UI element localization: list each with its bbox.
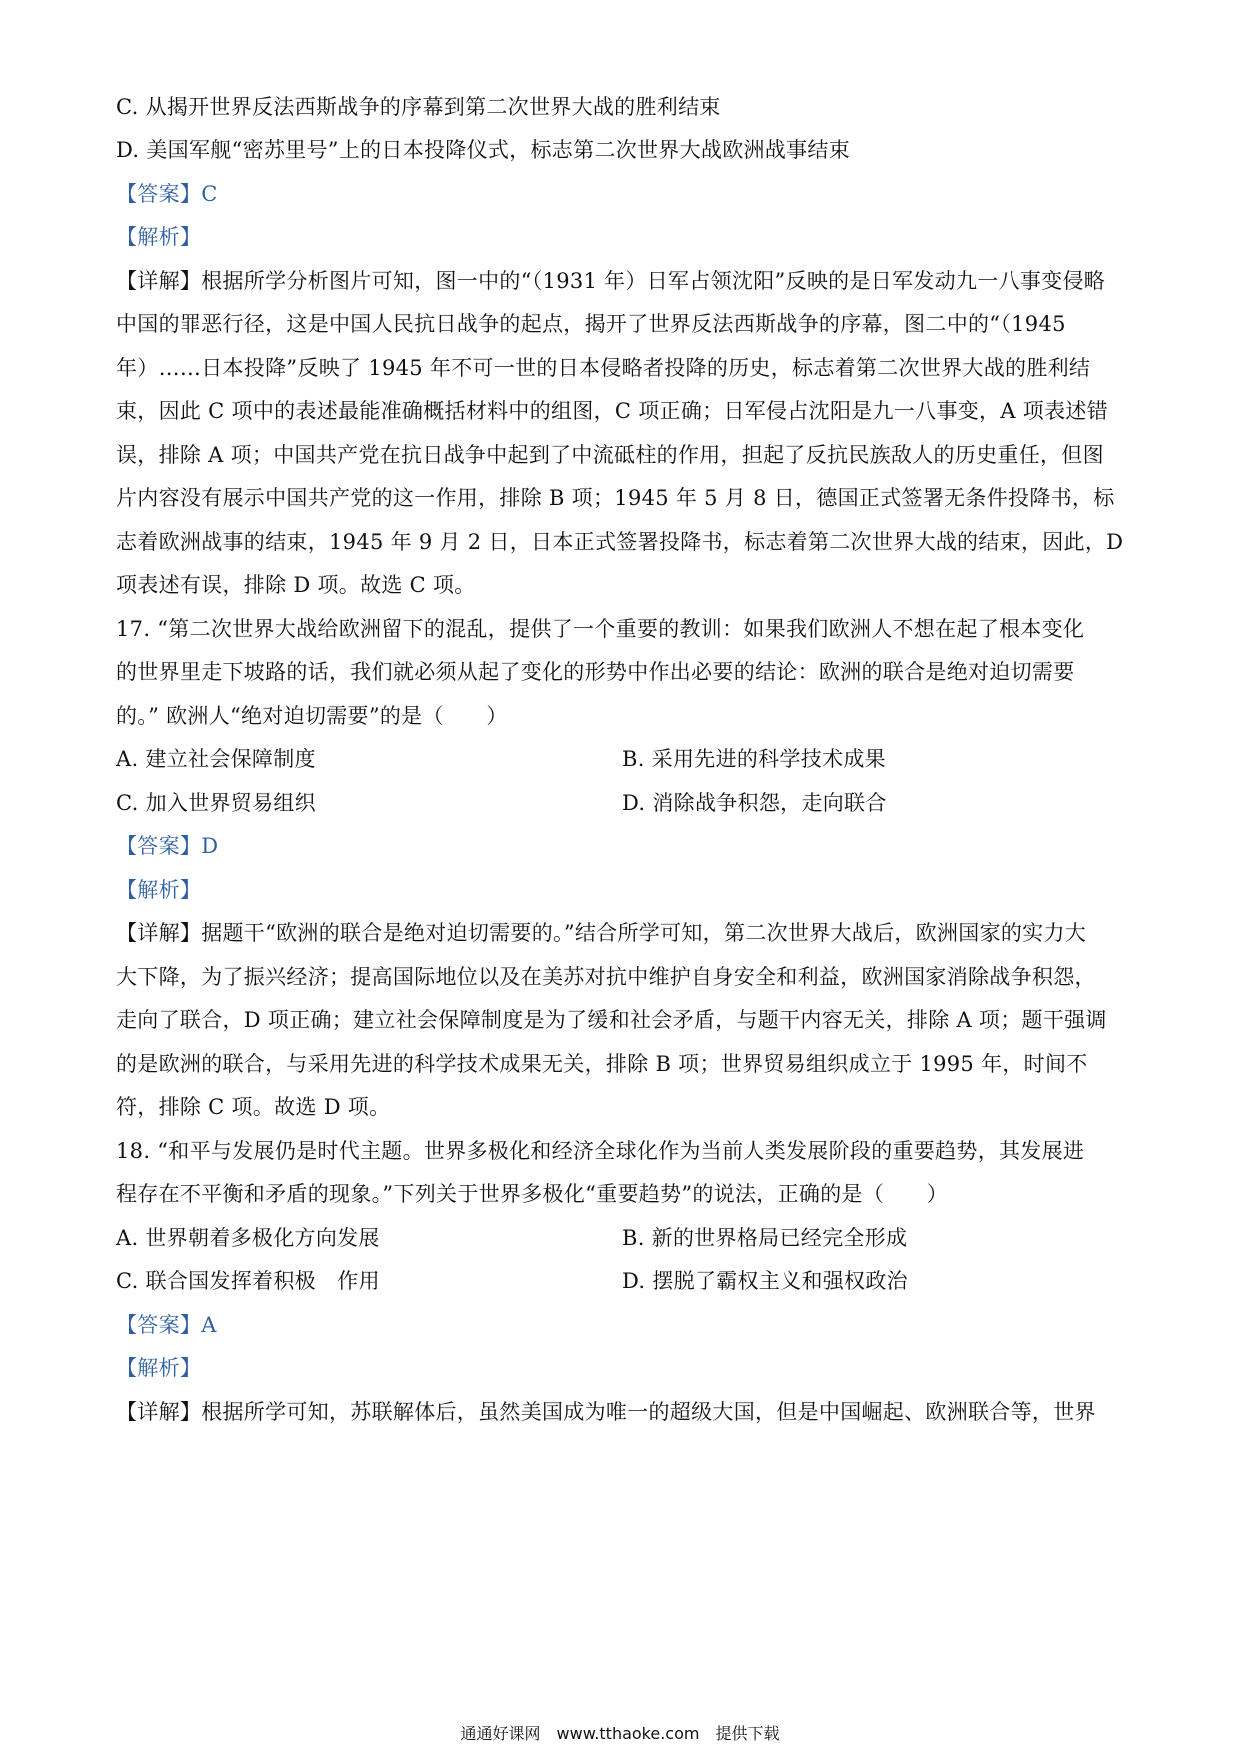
question-17-options-row-2 <box>116 788 1136 818</box>
analysis-label: 【解析】 <box>116 1356 202 1380</box>
option-b: B. 采用先进的科学技术成果 <box>622 747 886 771</box>
option-d: D. 摆脱了霸权主义和强权政治 <box>622 1269 908 1293</box>
question-18-stem: 程存在不平衡和矛盾的现象。”下列关于世界多极化“重要趋势”的说法，正确的是（ ） <box>116 1182 949 1206</box>
analysis-label: 【解析】 <box>116 225 202 249</box>
analysis-label: 【解析】 <box>116 878 202 902</box>
detail-line: 年）……日本投降”反映了 1945 年不可一世的日本侵略者投降的历史，标志着第二次世界大战的胜利结 <box>116 356 1091 380</box>
detail-line: 束，因此 C 项中的表述最能准确概括材料中的组图，C 项正确；日军侵占沈阳是九一八事变，A 项表述错 <box>116 399 1108 423</box>
detail-line: 大下降，为了振兴经济；提高国际地位以及在美苏对抗中维护自身安全和利益，欧洲国家消除战争积怨， <box>116 965 1096 989</box>
detail-line: 志着欧洲战事的结束，1945 年 9 月 2 日，日本正式签署投降书，标志着第二次世界大战的结束，因此，D <box>116 530 1124 554</box>
question-18-stem: 18. “和平与发展仍是时代主题。世界多极化和经济全球化作为当前人类发展阶段的重要趋势，其发展进 <box>116 1139 1085 1163</box>
option-d: D. 消除战争积怨，走向联合 <box>622 791 887 815</box>
answer-label: 【答案】A <box>116 1313 217 1337</box>
answer-label: 【答案】D <box>116 834 219 858</box>
option-a: A. 建立社会保障制度 <box>116 747 316 771</box>
option-c-line: C. 从揭开世界反法西斯战争的序幕到第二次世界大战的胜利结束 <box>116 95 721 119</box>
answer-label: 【答案】C <box>116 182 218 206</box>
question-17-options-row-1 <box>116 744 1136 774</box>
detail-line: 片内容没有展示中国共产党的这一作用，排除 B 项；1945 年 5 月 8 日，德国正式签署无条件投降书，标 <box>116 486 1115 510</box>
detail-line: 【详解】根据所学可知，苏联解体后，虽然美国成为唯一的超级大国，但是中国崛起、欧洲联合等，世界 <box>116 1400 1096 1424</box>
detail-line: 项表述有误，排除 D 项。故选 C 项。 <box>116 573 476 597</box>
question-17-stem: 的。” 欧洲人“绝对迫切需要”的是（ ） <box>116 704 508 728</box>
option-a: A. 世界朝着多极化方向发展 <box>116 1226 380 1250</box>
detail-line: 【详解】据题干“欧洲的联合是绝对迫切需要的。”结合所学可知，第二次世界大战后，欧洲国家的实力大 <box>116 921 1087 945</box>
detail-line: 的是欧洲的联合，与采用先进的科学技术成果无关，排除 B 项；世界贸易组织成立于 1995 年，时间不 <box>116 1052 1088 1076</box>
option-d-line: D. 美国军舰“密苏里号”上的日本投降仪式，标志第二次世界大战欧洲战事结束 <box>116 138 851 162</box>
detail-line: 【详解】根据所学分析图片可知，图一中的“（1931 年）日军占领沈阳”反映的是日军发动九一八事变侵略 <box>116 269 1106 293</box>
option-c: C. 加入世界贸易组织 <box>116 791 316 815</box>
question-18-options-row-2 <box>116 1266 1136 1296</box>
detail-line: 符，排除 C 项。故选 D 项。 <box>116 1095 391 1119</box>
question-17-stem: 17. “第二次世界大战给欧洲留下的混乱，提供了一个重要的教训：如果我们欧洲人不想在起了根本变化 <box>116 617 1085 641</box>
question-18-options-row-1 <box>116 1223 1136 1253</box>
option-b: B. 新的世界格局已经完全形成 <box>622 1226 908 1250</box>
page-footer: 通通好课网 www.tthaoke.com 提供下载 <box>460 1724 780 1743</box>
detail-line: 走向了联合，D 项正确；建立社会保障制度是为了缓和社会矛盾，与题干内容无关，排除 A 项；题干强调 <box>116 1008 1107 1032</box>
detail-line: 中国的罪恶行径，这是中国人民抗日战争的起点，揭开了世界反法西斯战争的序幕，图二中的“（1945 <box>116 312 1066 336</box>
question-17-stem: 的世界里走下坡路的话，我们就必须从起了变化的形势中作出必要的结论：欧洲的联合是绝对迫切需要 <box>116 660 1075 684</box>
detail-line: 误，排除 A 项；中国共产党在抗日战争中起到了中流砥柱的作用，担起了反抗民族敌人的历史重任，但图 <box>116 443 1104 467</box>
option-c: C. 联合国发挥着积极 作用 <box>116 1269 380 1293</box>
